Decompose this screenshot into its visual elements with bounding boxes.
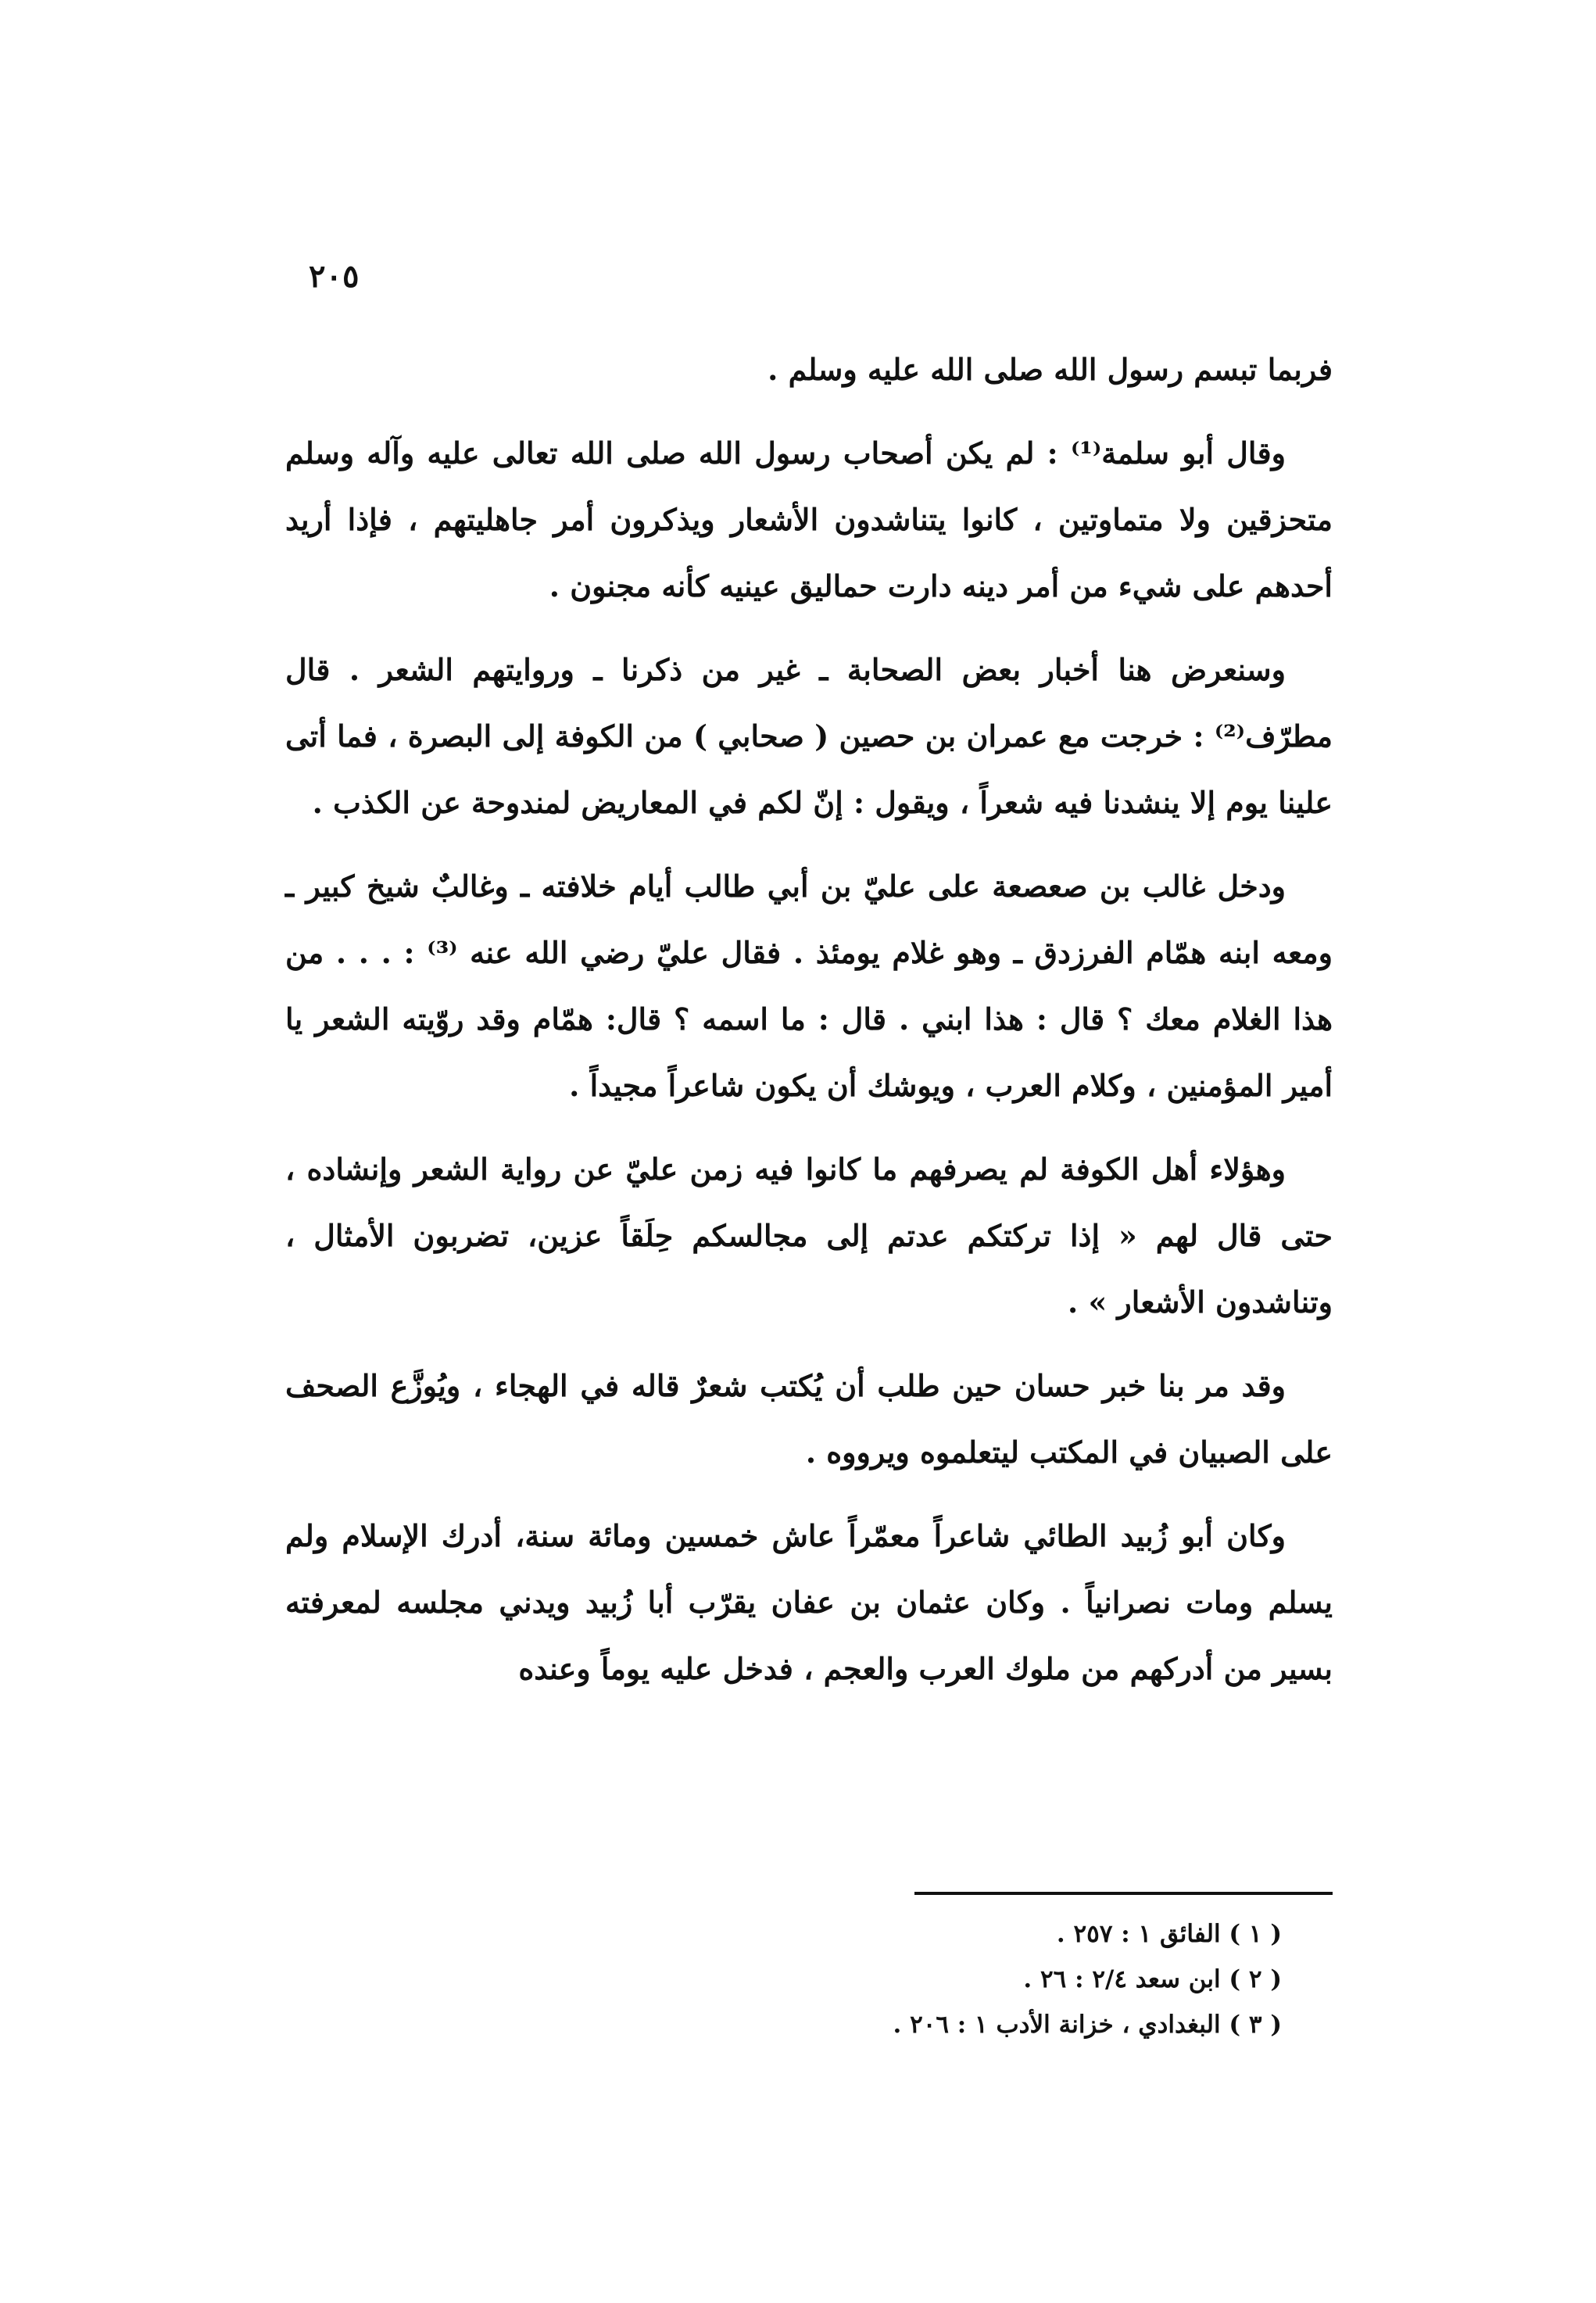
- paragraph-5: وهؤلاء أهل الكوفة لم يصرفهم ما كانوا فيه زمن عليّ عن رواية الشعر وإنشاده ، حتى قال لهم « إذا تركتكم عدتم إلى مجالسكم حِلَقاً عزين، تضربون الأمثال ، وتناشدون الأشعار » .: [285, 1152, 1333, 1320]
- page-number: ٢٠٥: [309, 258, 360, 295]
- paragraph-1: فربما تبسم رسول الله صلى الله عليه وسلم .: [768, 352, 1333, 387]
- paragraph-4: ودخل غالب بن صعصعة على عليّ بن أبي طالب أيام خلافته ـ وغالبٌ شيخ كبير ـ ومعه ابنه همّام الفرزدق ـ وهو غلام يومئذ . فقال عليّ رضي الله عنه ⁽³⁾ : . . . من هذا الغلام معك ؟ قال : هذا ابني . قال : ما اسمه ؟ قال: همّام وقد روّيته الشعر يا أمير المؤمنين ، وكلام العرب ، ويوشك أن يكون شاعراً مجيداً .: [285, 869, 1333, 1103]
- footnote-3: ( ٣ ) البغدادي ، خزانة الأدب ١ : ٢٠٦ .: [893, 2011, 1282, 2039]
- paragraph-6: وقد مر بنا خبر حسان حين طلب أن يُكتب شعرٌ قاله في الهجاء ، ويُوزَّع الصحف على الصبيان في المكتب ليتعلموه ويرووه .: [285, 1368, 1333, 1470]
- footnotes: [703, 1911, 1282, 2047]
- paragraph-3: وسنعرض هنا أخبار بعض الصحابة ـ غير من ذكرنا ـ وروايتهم الشعر . قال مطرّف⁽²⁾ : خرجت مع عمران بن حصين ( صحابي ) من الكوفة إلى البصرة ، فما أتى علينا يوم إلا ينشدنا فيه شعراً ، ويقول : إنّ لكم في المعاريض لمندوحة عن الكذب .: [285, 652, 1333, 820]
- footnote-1: ( ١ ) الفائق ١ : ٢٥٧ .: [1056, 1920, 1282, 1948]
- paragraph-2: وقال أبو سلمة⁽¹⁾ : لم يكن أصحاب رسول الله صلى الله تعالى عليه وآله وسلم متحزقين ولا متماوتين ، كانوا يتناشدون الأشعار ويذكرون أمر جاهليتهم ، فإذا أريد أحدهم على شيء من أمر دينه دارت حماليق عينيه كأنه مجنون .: [285, 435, 1333, 604]
- footnote-divider: [914, 1892, 1333, 1895]
- footnote-2: ( ٢ ) ابن سعد ٢/٤ : ٢٦ .: [1023, 1965, 1282, 1993]
- paragraph-7: وكان أبو زُبيد الطائي شاعراً معمّراً عاش خمسين ومائة سنة، أدرك الإسلام ولم يسلم ومات نصرانياً . وكان عثمان بن عفان يقرّب أبا زُبيد ويدني مجلسه لمعرفته بسير من أدركهم من ملوك العرب والعجم ، فدخل عليه يوماً وعنده: [285, 1518, 1333, 1686]
- main-text: [285, 336, 1333, 1719]
